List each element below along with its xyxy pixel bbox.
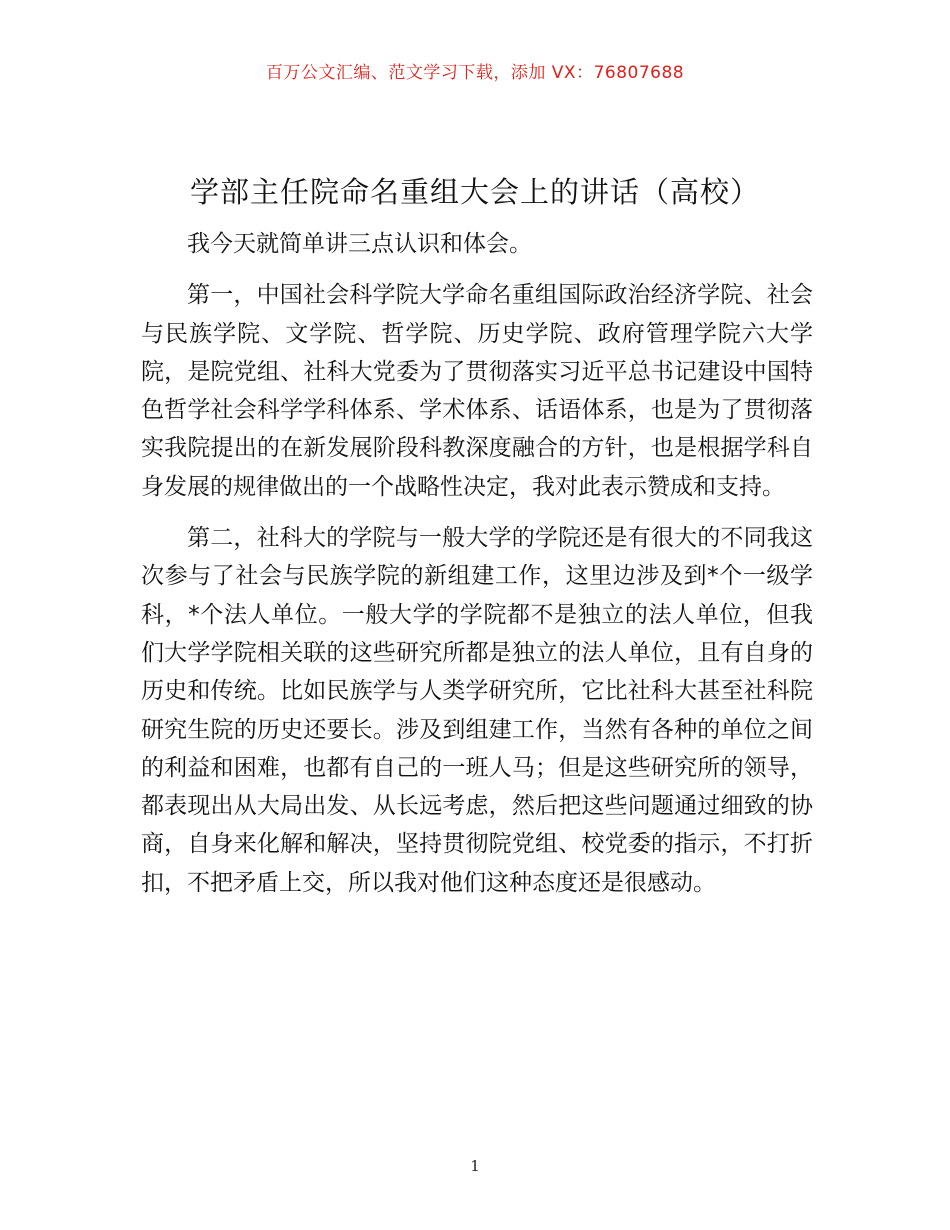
paragraph-second-point: 第二，社科大的学院与一般大学的学院还是有很大的不同我这次参与了社会与民族学院的新组建工作，这里边涉及到*个一级学科，*个法人单位。一般大学的学院都不是独立的法人单位，但我们大学学院相关联的这些研究所都是独立的法人单位，且有自身的历史和传统。比如民族学与人类学研究所，它比社科大甚至社科院研究生院的历史还要长。涉及到组建工作，当然有各种的单位之间的利益和困难，也都有自己的一班人马；但是这些研究所的领导，都表现出从大局出发、从长远考虑，然后把这些问题通过细致的协商，自身来化解和解决，坚持贯彻院党组、校党委的指示，不打折扣，不把矛盾上交，所以我对他们这种态度还是很感动。 bbox=[141, 525, 813, 896]
document-title: 学部主任院命名重组大会上的讲话（高校） bbox=[189, 175, 760, 209]
paragraph-intro: 我今天就简单讲三点认识和体会。 bbox=[187, 231, 532, 257]
paragraph-first-point: 第一，中国社会科学院大学命名重组国际政治经济学院、社会与民族学院、文学院、哲学院、历史学院、政府管理学院六大学院，是院党组、社科大党委为了贯彻落实习近平总书记建设中国特色哲学社会科学学科体系、学术体系、话语体系，也是为了贯彻落实我院提出的在新发展阶段科教深度融合的方针，也是根据学科自身发展的规律做出的一个战略性决定，我对此表示赞成和支持。 bbox=[141, 282, 813, 500]
page-number: 1 bbox=[470, 1157, 480, 1175]
document-body bbox=[141, 225, 813, 915]
header-banner: 百万公文汇编、范文学习下载，添加 VX：76807688 bbox=[265, 63, 685, 83]
